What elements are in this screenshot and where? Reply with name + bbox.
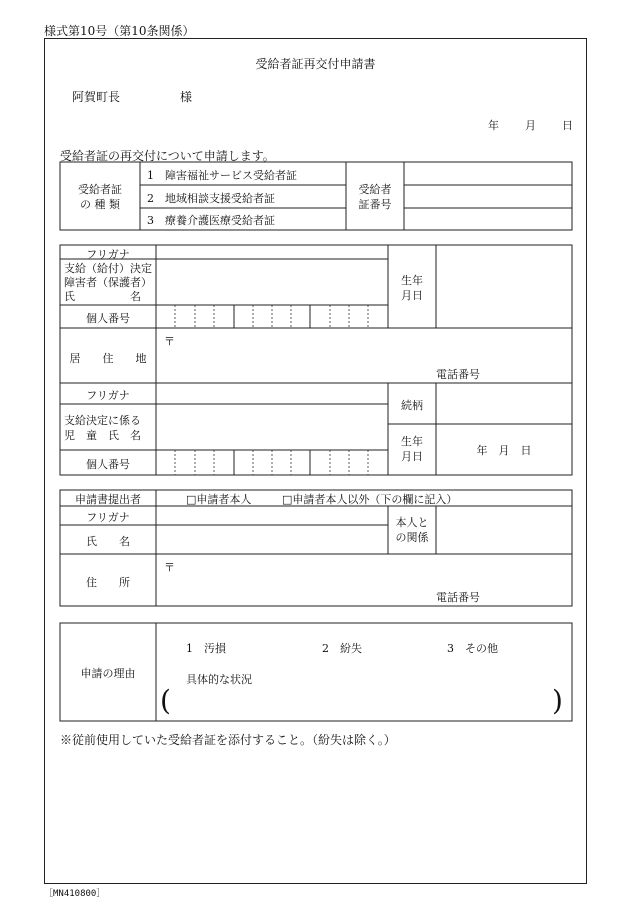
agent-furigana-label: フリガナ: [86, 511, 130, 524]
agent-address-label: 住 所: [86, 576, 130, 589]
reason-option-soiled[interactable]: 1 汚損: [186, 642, 226, 655]
type-option-1: 1 障害福祉サービス受給者証: [147, 169, 297, 182]
page-title: 受給者証再交付申請書: [255, 57, 376, 71]
detail-input-area[interactable]: [176, 690, 548, 712]
addressee-name: 阿賀町長: [72, 90, 121, 104]
certificate-type-label: 受給者証 の 種 類: [78, 183, 122, 211]
furigana-label: フリガナ: [86, 248, 130, 261]
child-my-number-label: 個人番号: [86, 458, 130, 471]
date-day: 日: [562, 119, 573, 132]
date-month: 月: [525, 119, 536, 132]
addressee-honorific: 様: [180, 90, 193, 104]
child-name-label: 支給決定に係る 児 童 氏 名: [64, 414, 141, 442]
relation-label: 続柄: [401, 399, 423, 412]
phone-label: 電話番号: [436, 368, 480, 381]
type-option-2: 2 地域相談支援受給者証: [147, 192, 275, 205]
certificate-number-label: 受給者 証番号: [358, 183, 392, 211]
type-option-3: 3 療養介護医療受給者証: [147, 214, 275, 227]
agent-relation-label: 本人と の関係: [395, 516, 429, 544]
my-number-label: 個人番号: [86, 312, 130, 325]
agent-postal-mark: 〒: [164, 561, 175, 574]
detail-bracket-left: (: [160, 684, 171, 717]
residence-label: 居 住 地: [69, 352, 147, 365]
reason-label: 申請の理由: [80, 667, 136, 680]
child-birth-label: 生年 月日: [401, 435, 423, 463]
child-birth-ymd: 年 月 日: [476, 444, 532, 457]
detail-bracket-right: ): [552, 684, 563, 717]
reason-option-other[interactable]: 3 その他: [447, 642, 498, 655]
agent-phone-label: 電話番号: [436, 591, 480, 604]
form-number-label: 様式第10号（第10条関係）: [44, 24, 195, 38]
date-year: 年: [488, 119, 499, 132]
postal-mark: 〒: [164, 335, 175, 348]
agent-name-label: 氏 名: [86, 535, 130, 548]
submitter-self-checkbox[interactable]: □申請者本人: [186, 493, 252, 506]
reason-option-lost[interactable]: 2 紛失: [322, 642, 362, 655]
birth-date-label: 生年 月日: [401, 274, 423, 302]
submitter-other-checkbox[interactable]: □申請者本人以外（下の欄に記入）: [282, 493, 458, 506]
attachment-note: ※従前使用していた受給者証を添付すること。（紛失は除く。）: [60, 733, 396, 747]
submitter-label: 申請書提出者: [75, 493, 141, 506]
document-code: ［MN410800］: [44, 889, 106, 899]
child-furigana-label: フリガナ: [86, 389, 130, 402]
applicant-name-label: 支給（給付）決定 障害者（保護者） 氏 名: [64, 262, 152, 303]
detail-label: 具体的な状況: [186, 673, 252, 686]
intro-text: 受給者証の再交付について申請します。: [60, 149, 275, 163]
